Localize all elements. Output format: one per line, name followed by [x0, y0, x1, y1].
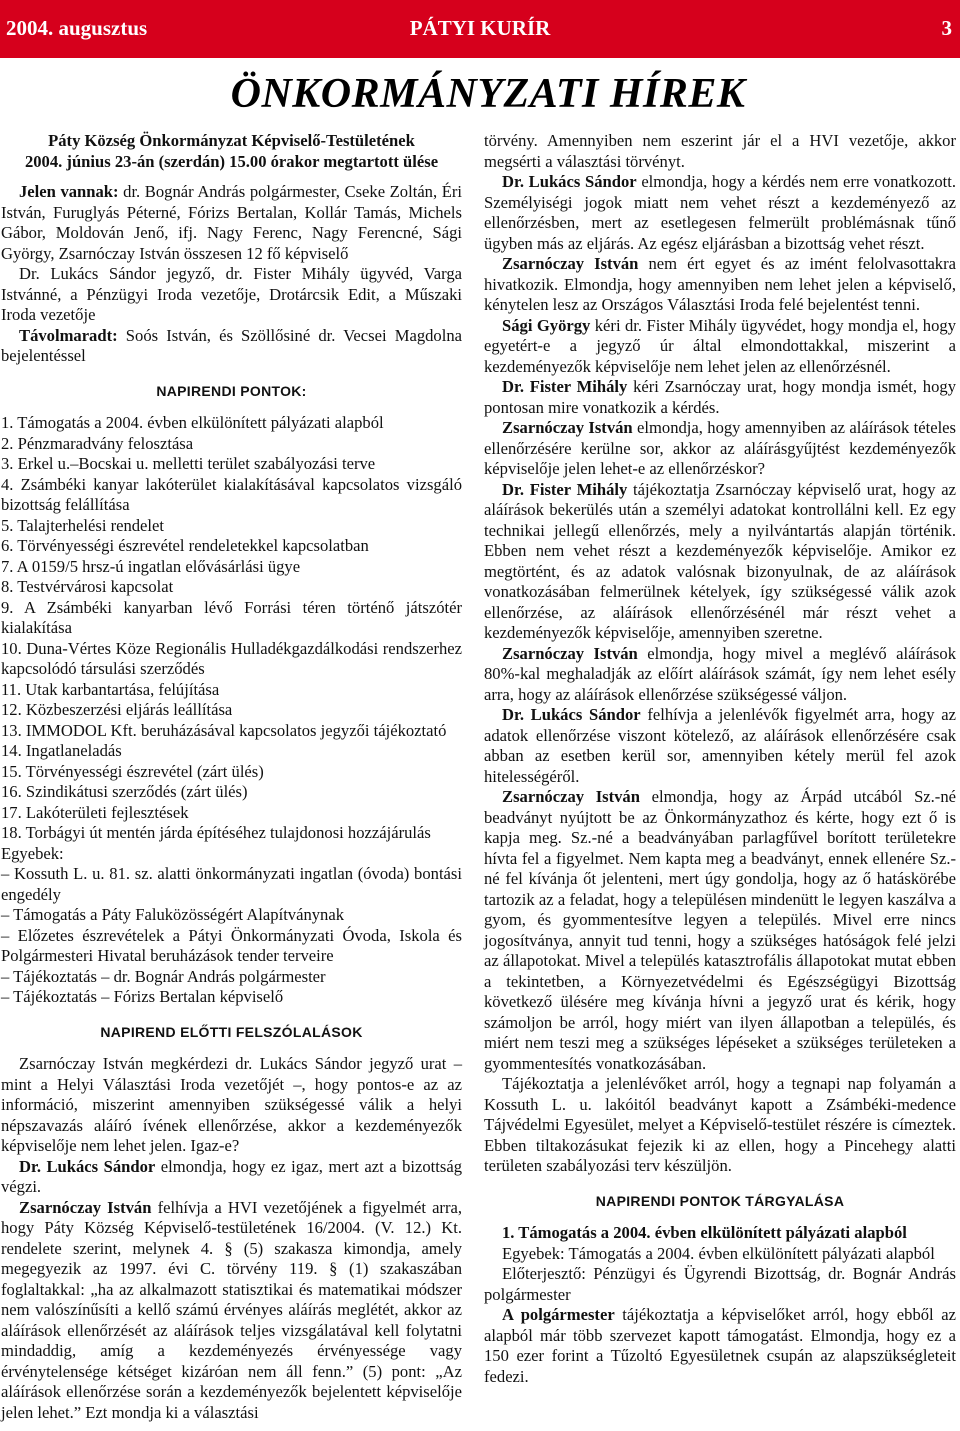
section-heading: [484, 1191, 956, 1212]
text-run: 13. IMMODOL Kft. beruházásával kapcsolatos jegyzői tájékoztató: [1, 720, 447, 740]
paragraph: [1, 926, 462, 967]
left-column: [1, 131, 462, 1423]
newspaper-name: PÁTYI KURÍR: [409, 16, 551, 40]
text-run: 3. Erkel u.–Bocskai u. melletti terület szabályozási terve: [1, 454, 376, 473]
bold-run: Zsarnóczay István: [502, 418, 633, 437]
text-run: elmondja, hogy a kérdés nem erre vonatkozott. Személyiségi jogok miatt nem vehet részt a kezdeményező az ellenőrzésben, mert az esetlegesen felmerült problémásnak tűnő ügyben más az eljárás. Az egész eljárásban a bizottság vehet részt.: [484, 172, 957, 253]
bold-run: Jelen vannak:: [19, 182, 119, 201]
text-run: Tájékoztatja a jelenlévőket arról, hogy a tegnapi nap folyamán a Kossuth L. u. lakóitól beadványt kapott a Zsámbéki-medence Tájvédelmi Egyesület, melyet a Képviselő-testület részére is címeztek. Ebben tiltakozásukat fejezik ki az ellen, hogy a Pincehegy alatti területen szabályozási terv készüljön.: [484, 1074, 956, 1175]
text-run: 2. Pénzmaradvány felosztása: [1, 433, 194, 453]
paragraph: [1, 413, 462, 434]
right-column: [484, 131, 956, 1387]
paragraph: [1, 987, 462, 1008]
text-run: felhívja a HVI vezetőjének a figyelmét arra, hogy Páty Község Képviselő-testületének 16/2004. (V. 12.) Kt. rendelete szerint, melynek 4. § (5) szakasza kimondja, amely megegyezik az 1997. évi C. törvény 119. § (1) szakaszában foglaltakkal: „ha az alkalmazott statisztikai és matematikai módszer nem valószínűsíti a kellő számú érvényes aláírás meglétét, akkor az aláírások ellenőrzését az aláírások teljes vizsgálatával kell folytatni mindaddig, amíg a kezdeményezés érvényessége vagy érvénytelensége kétséget kizáróan nem áll fenn.” (5) pont: „Az aláírások ellenőrzése során a kezdeményezők bejelentett képviselője jelen lehet.” Ezt mondja ki a választási: [1, 1197, 462, 1422]
text-run: tájékoztatja Zsarnóczay képviselő urat, hogy az aláírások bekerülés után a személyi adatokat kontrollálni kell. Ez egy technikai jellegű ellenőrzés, mely a nyilvántartás alapján történik. Ebben nem vehet részt a kezdeményezők képviselője. Amikor ez megtörtént, és az adatok valósnak bizonyulnak, de az aláírások vonatkozásában felmerülnek kételyek, így szükségessé válik azok ellenőrzése, az aláírások ellenőrzésénél már részt vehet a kezdeményezők képviselője, amennyiben szeretne.: [484, 479, 956, 642]
bold-run: Sági György: [502, 315, 591, 335]
paragraph: [484, 480, 956, 644]
bold-run: Dr. Lukács Sándor: [502, 172, 637, 191]
paragraph: [1, 1054, 462, 1157]
article-heading: [1, 131, 462, 152]
text-run: Előterjesztő: Pénzügyi és Ügyrendi Bizottság, dr. Bognár András polgármester: [484, 1264, 956, 1304]
paragraph: [1, 823, 462, 844]
paragraph: [1, 967, 462, 988]
text-run: – Tájékoztatás – dr. Bognár András polgármester: [1, 966, 326, 986]
text-run: felhívja a jelenlévők figyelmét arra, hogy az adatok ellenőrzése viszont kötelező, az aláírások ellenőrzésére csak abban az esetben kerül sor, amennyiben kétely merül fel azok hitelességéről.: [484, 705, 957, 786]
paragraph: [1, 577, 462, 598]
text-run: 4. Zsámbéki kanyar lakóterület kialakításával kapcsolatos vizsgáló bizottság felállítása: [1, 474, 462, 514]
paragraph: [484, 1264, 956, 1305]
text-run: 15. Törvényességi észrevétel (zárt ülés): [1, 761, 264, 781]
header-band: [0, 0, 960, 58]
bold-run: Dr. Lukács Sándor: [502, 705, 641, 724]
bold-run: 2004. június 23-án (szerdán) 15.00 órakor megtartott ülése: [24, 151, 439, 171]
text-run: 10. Duna-Vértes Köze Regionális Hulladékgazdálkodási rendszerhez kapcsolódó társulási szerződés: [1, 638, 462, 678]
paragraph: [1, 741, 462, 762]
paragraph: [1, 182, 462, 264]
text-run: dr. Bognár András polgármester, Cseke Zoltán, Éri István, Furuglyás Péterné, Fórizs Bertalan, Kollár Tamás, Michels Gábor, Moldován Jenő, ifj. Nagy Ferenc, Nagy Ferencné, Sági György, Zsarnóczay István összesen 12 fő képviselő: [1, 182, 462, 263]
paragraph: [1, 680, 462, 701]
text-run: elmondja, hogy az Árpád utcából Sz.-né beadványt nyújtott be az Önkormányzathoz és kérte, hogy ezt ő is kapja meg. Sz.-né a beadványában parlagfűvel borított területekre hívta fel a figyelmet. Nem kapta meg a beadványt, ennek ellenére Sz.-né fel kívánja őt jelenteni, mert úgy gondolja, hogy az ő hatáskörébe tartozik az a feladat, hogy a településen mindenütt le legyen kaszálva a gyom, és gyommentesítve legyen a település. Mivel erre nincs jogosítványa, annyit tud tenni, hogy a szükséges hatóságok felé jelzi az állapotokat. Mivel a település katasztrofális állapotokat mutat ebben a tekintetben, a Környezetvédelmi és Egészségügyi Bizottság következő ülésére meg kívánja hívni a jegyző urat és kérik, hogy számoljon be arról, hogy miért van ilyen állapotban a település, és miért nem teszi meg a szükséges lépéseket a szükséges területeken a gyommentesítés vonatkozásában.: [484, 787, 956, 1073]
text-run: – Kossuth L. u. 81. sz. alatti önkormányzati ingatlan (óvoda) bontási engedély: [1, 864, 462, 904]
paragraph: [1, 844, 462, 865]
text-run: 6. Törvényességi észrevétel rendeletekkel kapcsolatban: [1, 536, 369, 555]
paragraph: [1, 536, 462, 557]
text-run: kéri Zsarnóczay urat, hogy mondja ismét, hogy pontosan mire vonatkozik a kérdés.: [484, 377, 956, 417]
text-run: Egyebek:: [1, 843, 64, 863]
bold-run: Dr. Lukács Sándor: [19, 1156, 156, 1176]
paragraph: [1, 516, 462, 537]
paragraph: [484, 316, 956, 378]
bold-run: Zsarnóczay István: [502, 787, 640, 806]
bold-run: 1. Támogatás a 2004. évben elkülönített pályázati alapból: [502, 1223, 907, 1242]
paragraph: [1, 639, 462, 680]
paragraph: [1, 598, 462, 639]
bold-run: Távolmaradt:: [19, 325, 118, 345]
paragraph: [1, 700, 462, 721]
text-run: Dr. Lukács Sándor jegyző, dr. Fister Mihály ügyvéd, Varga Istvánné, a Pénzügyi Iroda vezetője, Drotárcsik Edit, a Műszaki Iroda vezetője: [1, 264, 462, 324]
paragraph: [484, 1244, 956, 1265]
text-run: elmondja, hogy mivel a meglévő aláírások 80%-kal meghaladják az előírt aláírások számát, így nem lehet esély arra, hogy az aláírások ellenőrzése szükségessé váljon.: [484, 643, 956, 704]
paragraph: [484, 377, 956, 418]
issue-date: 2004. augusztus: [6, 16, 148, 40]
paragraph: [1, 721, 462, 742]
bold-run: NAPIRENDI PONTOK TÁRGYALÁSA: [595, 1192, 845, 1209]
text-run: törvény. Amennyiben nem eszerint jár el a HVI vezetője, akkor megsérti a választási törvényt.: [484, 131, 956, 171]
text-run: 8. Testvérvárosi kapcsolat: [1, 577, 174, 596]
text-run: Egyebek: Támogatás a 2004. évben elkülönített pályázati alapból: [502, 1243, 935, 1263]
paragraph: [1, 475, 462, 516]
paragraph: [1, 434, 462, 455]
paragraph: [1, 1198, 462, 1424]
text-run: 11. Utak karbantartása, felújítása: [1, 679, 220, 699]
bold-run: Dr. Fister Mihály: [502, 377, 628, 396]
paragraph: [1, 1157, 462, 1198]
paragraph: [1, 905, 462, 926]
bold-run: Zsarnóczay István: [502, 254, 639, 273]
paragraph: [1, 864, 462, 905]
paragraph: [484, 787, 956, 1074]
text-run: 9. A Zsámbéki kanyarban lévő Forrási téren történő játszótér kialakítása: [1, 597, 462, 637]
bold-run: NAPIREND ELŐTTI FELSZÓLALÁSOK: [100, 1023, 363, 1040]
paragraph: [484, 1305, 956, 1387]
text-run: – Támogatás a Páty Faluközösségért Alapítványnak: [1, 905, 345, 924]
paragraph: [1, 557, 462, 578]
bold-run: A polgármester: [502, 1305, 615, 1324]
paragraph: [1, 803, 462, 824]
paragraph: [1, 782, 462, 803]
paragraph: [484, 644, 956, 706]
paragraph: [484, 1074, 956, 1177]
text-run: 12. Közbeszerzési eljárás leállítása: [1, 700, 233, 719]
paragraph: [1, 264, 462, 326]
paragraph: [484, 172, 956, 254]
paragraph: [1, 454, 462, 475]
text-run: elmondja, hogy amennyiben az aláírások tételes ellenőrzésére kerülne sor, akkor az aláírásgyűjtést kezdeményezők képviselője jelen lehet-e az ellenőrzéskor?: [484, 418, 956, 478]
bold-run: Zsarnóczay István: [19, 1197, 152, 1217]
paragraph: [484, 705, 956, 787]
text-run: – Előzetes észrevételek a Pátyi Önkormányzati Óvoda, Iskola és Polgármesteri Hivatal beruházások tender terveire: [1, 925, 462, 965]
text-run: 14. Ingatlaneladás: [1, 741, 122, 760]
text-run: 7. A 0159/5 hrsz-ú ingatlan elővásárlási ügye: [1, 556, 301, 576]
bold-run: NAPIRENDI PONTOK:: [156, 382, 307, 399]
paragraph: [484, 254, 956, 316]
paragraph: [484, 418, 956, 480]
section-heading: [1, 381, 462, 402]
text-run: 18. Torbágyi út mentén járda építéséhez tulajdonosi hozzájárulás: [1, 823, 431, 842]
paragraph: [484, 1223, 956, 1244]
text-run: kéri dr. Fister Mihály ügyvédet, hogy mondja el, hogy egyetért-e a jegyző úr által elmondottakkal, miszerint a kezdeményezők képviselője nem lehet jelen az ellenőrzésnél.: [484, 315, 956, 376]
text-run: 16. Szindikátusi szerződés (zárt ülés): [1, 782, 248, 801]
page-title: ÖNKORMÁNYZATI HÍREK: [230, 71, 746, 117]
text-run: 1. Támogatás a 2004. évben elkülönített pályázati alapból: [1, 413, 384, 432]
text-run: 17. Lakóterületi fejlesztések: [1, 802, 189, 822]
paragraph: [484, 131, 956, 172]
text-run: nem ért egyet és az imént felolvasottakra hivatkozik. Elmondja, hogy amennyiben nem lehet jelen a képviselő, kénytelen lesz az Országos Választási Iroda felé bejelentést tenni.: [484, 254, 956, 314]
section-heading: [1, 1022, 462, 1043]
bold-run: Zsarnóczay István: [502, 643, 638, 663]
text-run: – Tájékoztatás – Fórizs Bertalan képviselő: [1, 987, 284, 1006]
text-run: elmondja, hogy ez igaz, mert azt a bizottság végzi.: [1, 1156, 463, 1196]
bold-run: Dr. Fister Mihály: [502, 479, 628, 499]
text-run: Zsarnóczay István megkérdezi dr. Lukács Sándor jegyző urat – mint a Helyi Választási Iroda vezetőjét –, hogy pontos-e az az információ, miszerint amennyiben szükségessé válik a helyi népszavazás aláíró ívének ellenőrzése, akkor a kezdeményezők képviselője nem lehet jelen. Igaz-e?: [1, 1054, 462, 1155]
paragraph: [1, 326, 462, 367]
text-run: Soós István, és Szöllősiné dr. Vecsei Magdolna bejelentéssel: [1, 325, 462, 365]
page-number: 3: [941, 16, 952, 40]
article-heading: [1, 152, 462, 173]
text-run: 5. Talajterhelési rendelet: [1, 515, 165, 535]
bold-run: Páty Község Önkormányzat Képviselő-Testületének: [48, 131, 415, 150]
paragraph: [1, 762, 462, 783]
text-run: tájékoztatja a képviselőket arról, hogy ebből az alapból már több szervezet kapott támogatást. Elmondja, hogy ez a 150 ezer forint a Tűzoltó Egyesületnek csupán az alapszükségleteit fedezi.: [484, 1305, 956, 1386]
